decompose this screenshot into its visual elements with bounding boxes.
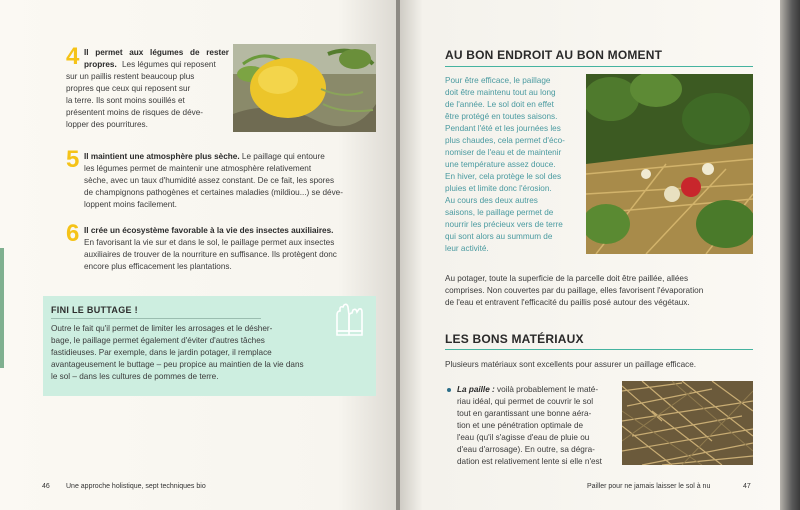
callout-box [43,296,376,396]
para1-line-9: En hiver, cela protège le sol des [445,172,562,181]
section-heading-materials: LES BONS MATÉRIAUX [445,332,584,346]
right-page-number: 47 [743,483,751,490]
para2-line-3: de l'eau et entravent l'efficacité du paillis posé autour des végétaux. [445,298,690,307]
callout-line-5: le sol – dans les cultures de pommes de terre. [51,372,219,381]
straw-mulch-photo [622,381,753,465]
bullet-line-5: l'eau (qu'il s'agisse d'eau de pluie ou [457,433,590,442]
para1-line-13: nourrir les précieux vers de terre [445,220,563,229]
item-4-line-2: sur un paillis restent beaucoup plus [66,72,195,81]
item-6-number: 6 [66,220,80,247]
section-heading-right-time: AU BON ENDROIT AU BON MOMENT [445,48,663,62]
left-running-footer: Une approche holistique, sept techniques bio [66,483,206,490]
bullet-line-4: tion et une pénétration optimale de [457,421,584,430]
section1-para1 [445,75,579,255]
para1-line-10: pluies et limite donc l'érosion. [445,184,552,193]
item-5-line-3: sèche, avec un taux d'humidité assez constant. De ce fait, les spores [84,176,335,185]
bullet-line-6: d'eau d'arrosage). En outre, sa dégra- [457,445,595,454]
item-4-line-6: lopper des pourritures. [66,120,148,129]
item-5-line-4: de champignons pathogènes et certaines maladies (mildiou...) se déve- [84,188,343,197]
para1-line-14: qui sont alors au summum de [445,232,553,241]
item-6-line-3: encore plus efficacement les plantations. [84,262,232,271]
item-6-line-2: auxiliaires de trouver de la nourriture en suffisance. Ils protègent donc [84,250,337,259]
item-4-number: 4 [66,43,80,70]
section2-intro: Plusieurs matériaux sont excellents pour assurer un paillage efficace. [445,360,697,369]
para1-line-8: une température assez douce. [445,160,556,169]
para2-line-1: Au potager, toute la superficie de la parcelle doit être paillée, allées [445,274,689,283]
page-edge-shadow [780,0,800,510]
callout-title: FINI LE BUTTAGE ! [51,305,138,315]
item-5-number: 5 [66,146,80,173]
callout-body [51,323,371,383]
strawberry-photo [586,74,753,254]
callout-divider [51,318,261,319]
callout-line-2: bage, le paillage permet également d'éviter d'autres tâches [51,336,265,345]
melon-photo [233,44,376,132]
bullet-paille [457,384,617,468]
para1-line-5: Pendant l'été et les journées les [445,124,561,133]
para1-line-11: Au cours des deux autres [445,196,538,205]
bullet-line-3: tout en garantissant une bonne aéra- [457,409,592,418]
left-page-number: 46 [42,483,50,490]
bullet-line-1: La paille : voilà probablement le maté- [457,385,599,394]
para1-line-7: nomiser de l'eau et de maintenir [445,148,562,157]
item-5-line-2: les légumes permet de maintenir une atmosphère relativement [84,164,312,173]
para1-line-15: leur activité. [445,244,489,253]
right-page [400,0,780,510]
callout-line-1: Outre le fait qu'il permet de limiter les arrosages et le désher- [51,324,273,333]
binding-strip [0,248,4,368]
right-running-footer: Pailler pour ne jamais laisser le sol à nu [587,483,711,490]
item-4-line-1: Les légumes qui reposent [122,60,216,69]
item-4-line-4: la terre. Ils sont moins souillés et [66,96,185,105]
para1-line-4: être protégé en toutes saisons. [445,112,558,121]
para1-line-6: plus chaudes, cela permet d'éco- [445,136,565,145]
item-6-lead: Il crée un écosystème favorable à la vie des insectes auxiliaires. [84,226,334,235]
section1-para2 [445,273,753,309]
bullet-line-2: riau idéal, qui permet de couvrir le sol [457,397,594,406]
section-heading-rule [445,66,753,67]
item-6-line-1: En favorisant la vie sur et dans le sol, le paillage permet aux insectes [84,238,335,247]
callout-line-3: fastidieuses. Par exemple, dans le jardin potager, il remplace [51,348,272,357]
item-4-line-3: propres que ceux qui reposent sur [66,84,191,93]
para1-line-1: Pour être efficace, le paillage [445,76,551,85]
section2-heading-rule [445,349,753,350]
para1-line-12: saisons, le paillage permet de [445,208,554,217]
bullet-line-7: dation est relativement lente si elle n'est [457,457,602,466]
callout-line-4: avantageusement le buttage – peu propice au maintien de la vie dans [51,360,304,369]
item-5-line-1: Il maintient une atmosphère plus sèche. Le paillage qui entoure [84,152,325,161]
bullet-marker [447,388,451,392]
item-4-lead: Il permet aux légumes de rester propres. [84,48,229,69]
para1-line-3: de l'année. Le sol doit en effet [445,100,554,109]
item-5-line-5: loppent moins facilement. [84,200,177,209]
para2-line-2: comprises. Non couvertes par du paillage, elles favorisent l'évaporation [445,286,704,295]
item-4-line-5: présentent moins de risques de déve- [66,108,203,117]
left-page [0,0,398,510]
para1-line-2: doit être maintenu tout au long [445,88,556,97]
